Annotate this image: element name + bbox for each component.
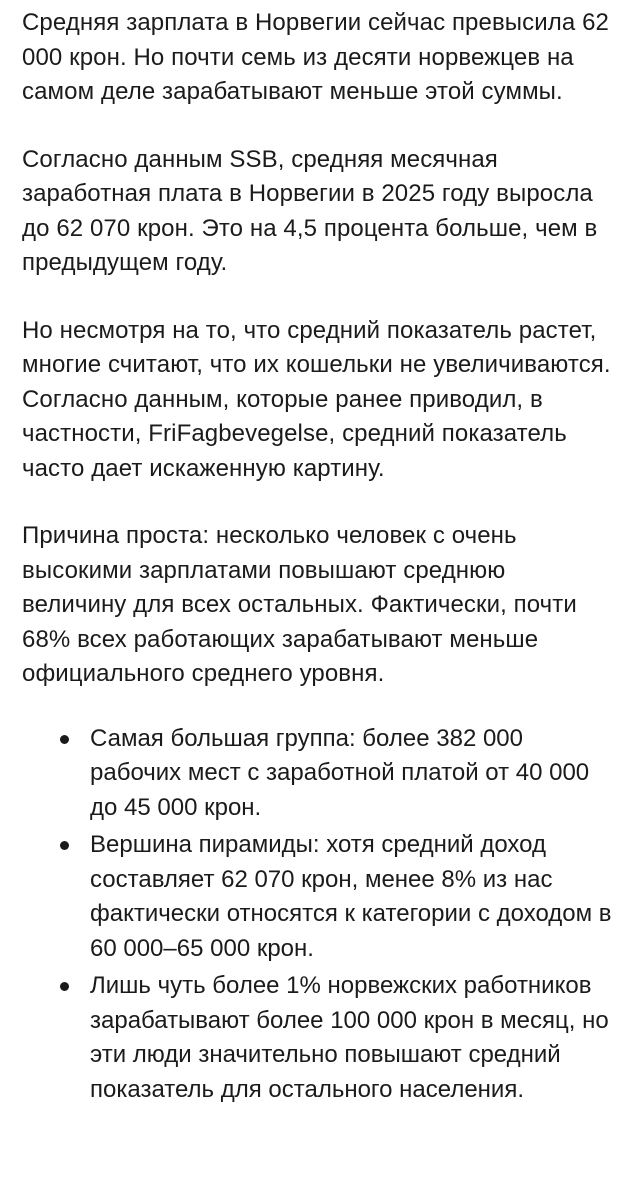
paragraph-average-salary: Средняя зарплата в Норвегии сейчас превысила 62 000 крон. Но почти семь из десяти норвежцев на самом деле зарабатывают меньше этой суммы. (22, 9, 609, 105)
paragraph-ssb-data: Согласно данным SSB, средняя месячная заработная плата в Норвегии в 2025 году выросла до 62 070 крон. Это на 4,5 процента больше, чем в предыдущем году. (22, 145, 598, 276)
bullet-icon (60, 982, 69, 991)
list-item-text: Вершина пирамиды: хотя средний доход составляет 62 070 крон, менее 8% из нас фактически относятся к категории с доходом в 60 000–65 000 крон. (90, 831, 612, 962)
list-item (22, 828, 615, 966)
bullet-icon (60, 735, 69, 744)
list-item-text: Самая большая группа: более 382 000 рабочих мест с заработной платой от 40 000 до 45 000 крон. (90, 724, 590, 821)
list-item (22, 969, 615, 1107)
bullet-list (22, 722, 615, 1108)
paragraph-distorted-picture: Но несмотря на то, что средний показатель растет, многие считают, что их кошельки не увеличиваются. Согласно данным, которые ранее приводил, в частности, FriFagbevegelse, средний показатель часто дает искаженную картину. (22, 316, 611, 482)
list-item (22, 722, 615, 826)
list-item-text: Лишь чуть более 1% норвежских работников зарабатывают более 100 000 крон в месяц, но эти люди значительно повышают средний показатель для остального населения. (90, 972, 609, 1103)
paragraph-reason: Причина проста: несколько человек с очень высокими зарплатами повышают среднюю величину для всех остальных. Фактически, почти 68% всех работающих зарабатывают меньше официального среднего уровня. (22, 522, 577, 687)
bullet-icon (60, 841, 69, 850)
